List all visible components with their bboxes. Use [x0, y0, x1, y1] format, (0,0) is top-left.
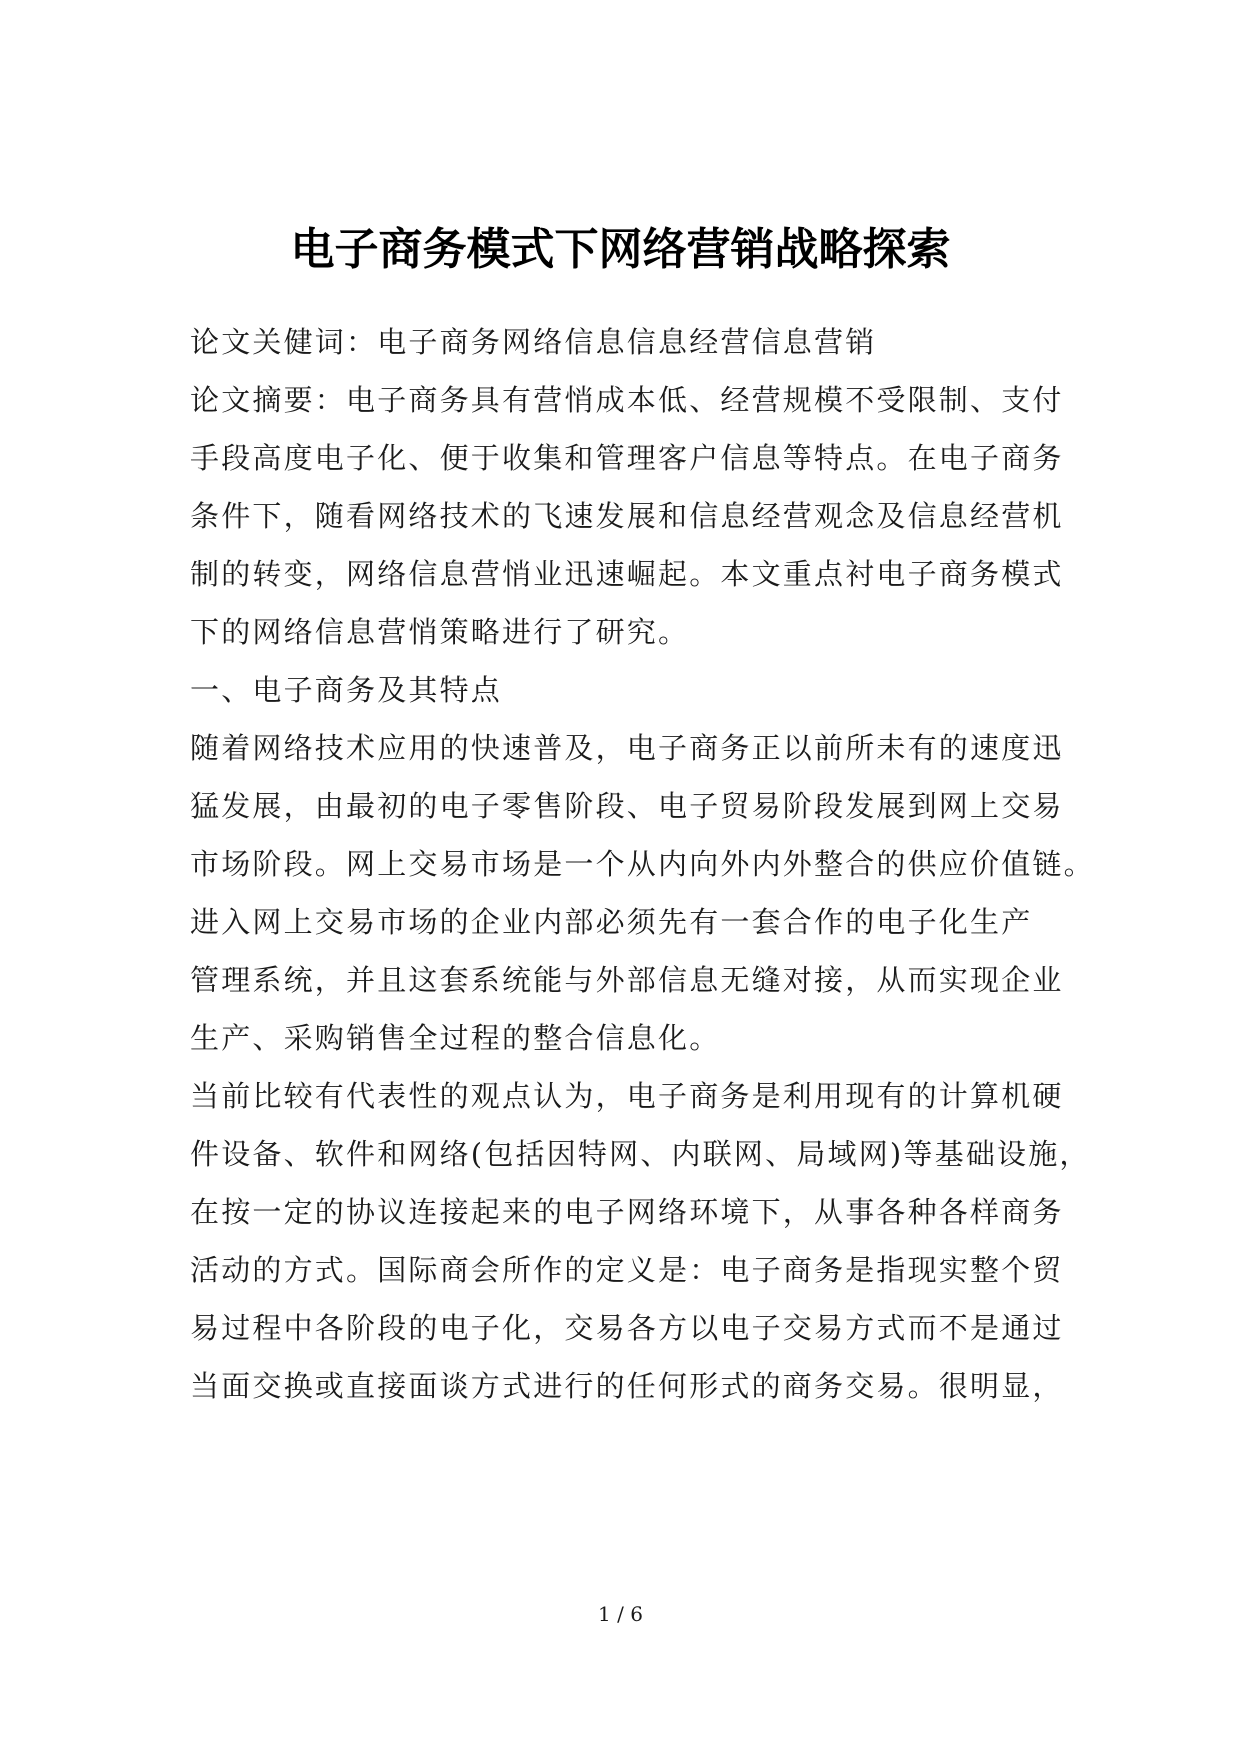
body-line: 在按一定的协议连接起来的电子网络环境下，从事各种各样商务	[190, 1195, 1064, 1229]
document-title: 电子商务模式下网络营销战略探索	[290, 224, 951, 275]
keywords-line: 论文关健词：电子商务网络信息信息经营信息营销	[190, 325, 877, 359]
abstract-line: 手段高度电子化、便于收集和管理客户信息等特点。在电子商务	[190, 441, 1064, 475]
abstract-line: 制的转变，网络信息营悄业迅速崛起。本文重点衬电子商务模式	[190, 557, 1064, 591]
body-line: 管理系统，并且这套系统能与外部信息无缝对接，从而实现企业	[190, 963, 1064, 997]
body-line: 当前比较有代表性的观点认为，电子商务是利用现有的计算机硬	[190, 1079, 1064, 1113]
body-line: 进入网上交易市场的企业内部必须先有一套合作的电子化生产	[190, 905, 1033, 939]
body-line: 易过程中各阶段的电子化，交易各方以电子交易方式而不是通过	[190, 1311, 1064, 1345]
section-heading: 一、电子商务及其特点	[190, 673, 503, 707]
page-number: 1 / 6	[598, 1602, 643, 1626]
body-line: 件设备、软件和网络(包括因特网、内联网、局域网)等基础设施，	[190, 1137, 1091, 1171]
body-line: 随着网络技术应用的快速普及，电子商务正以前所未有的速度迅	[190, 731, 1064, 765]
abstract-line: 条件下，随看网络技术的飞速发展和信息经营观念及信息经营机	[190, 499, 1064, 533]
body-line: 市场阶段。网上交易市场是一个从内向外内外整合的供应价值链。	[190, 847, 1095, 881]
body-line: 活动的方式。国际商会所作的定义是：电子商务是指现实整个贸	[190, 1253, 1064, 1287]
abstract-line: 论文摘要：电子商务具有营悄成本低、经营规模不受限制、支付	[190, 383, 1064, 417]
body-line: 生产、采购销售全过程的整合信息化。	[190, 1021, 721, 1055]
body-line: 当面交换或直接面谈方式进行的任何形式的商务交易。很明显，	[190, 1369, 1064, 1403]
abstract-line: 下的网络信息营悄策略进行了研究。	[190, 615, 690, 649]
body-line: 猛发展，由最初的电子零售阶段、电子贸易阶段发展到网上交易	[190, 789, 1064, 823]
